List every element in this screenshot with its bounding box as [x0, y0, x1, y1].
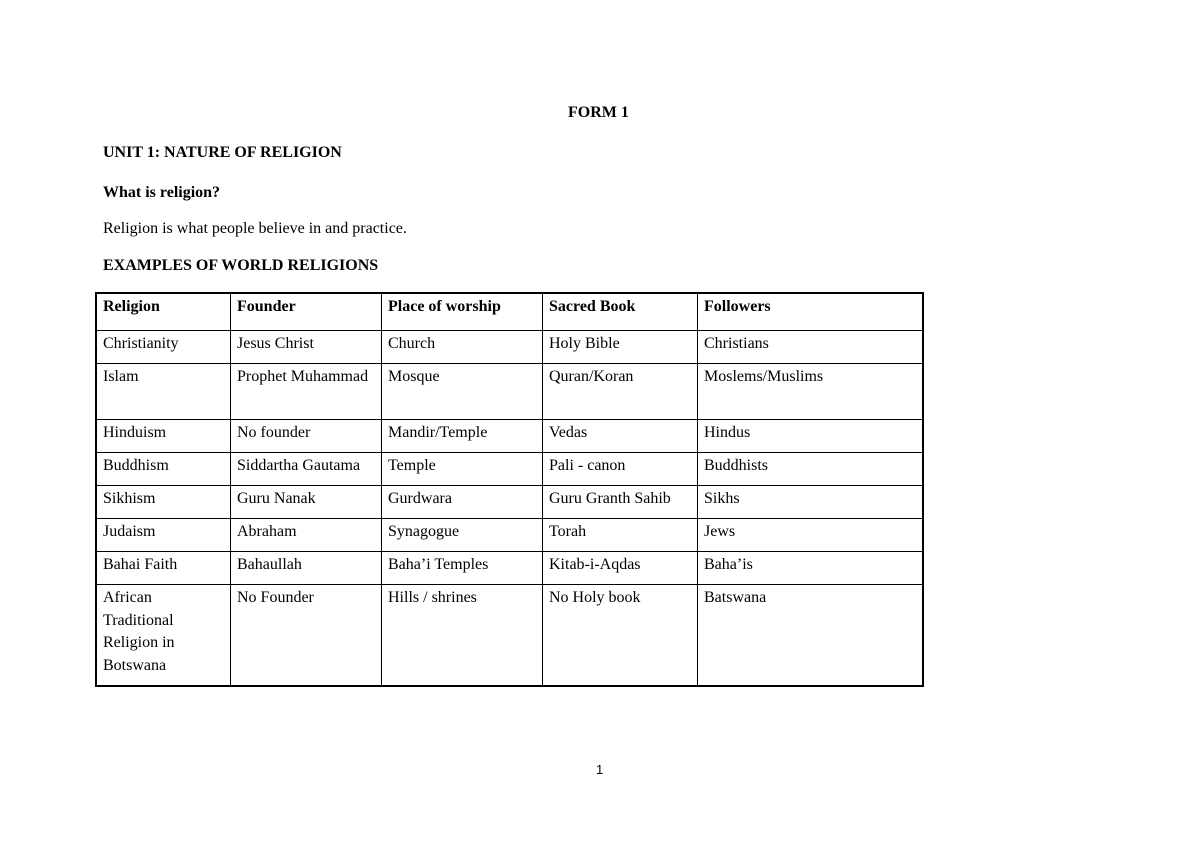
table-cell-place-of-worship: Mosque	[382, 364, 543, 420]
table-cell-place-of-worship: Church	[382, 331, 543, 364]
table-cell-founder: Guru Nanak	[231, 486, 382, 519]
table-cell-sacred-book: Kitab-i-Aqdas	[543, 552, 698, 585]
table-row	[96, 585, 923, 687]
table-cell-place-of-worship: Hills / shrines	[382, 585, 543, 687]
table-cell-place-of-worship: Baha’i Temples	[382, 552, 543, 585]
table-cell-place-of-worship: Mandir/Temple	[382, 420, 543, 453]
column-header-followers: Followers	[698, 293, 924, 331]
table-cell-sacred-book: No Holy book	[543, 585, 698, 687]
table-cell-founder: Abraham	[231, 519, 382, 552]
table-cell-religion: Bahai Faith	[96, 552, 231, 585]
table-cell-place-of-worship: Synagogue	[382, 519, 543, 552]
column-header-place-of-worship: Place of worship	[382, 293, 543, 331]
table-cell-sacred-book: Torah	[543, 519, 698, 552]
table-cell-religion: Buddhism	[96, 453, 231, 486]
table-cell-religion: Christianity	[96, 331, 231, 364]
table-cell-followers: Sikhs	[698, 486, 924, 519]
table-cell-sacred-book: Holy Bible	[543, 331, 698, 364]
table-cell-religion: Judaism	[96, 519, 231, 552]
table-cell-founder: Prophet Muhammad	[231, 364, 382, 420]
table-cell-religion: Hinduism	[96, 420, 231, 453]
table-cell-religion: African Traditional Religion in Botswana	[96, 585, 231, 687]
table-cell-followers: Moslems/Muslims	[698, 364, 924, 420]
table-cell-followers: Hindus	[698, 420, 924, 453]
table-cell-founder: No Founder	[231, 585, 382, 687]
examples-heading: EXAMPLES OF WORLD RELIGIONS	[103, 257, 379, 274]
table-cell-sacred-book: Vedas	[543, 420, 698, 453]
table-cell-place-of-worship: Temple	[382, 453, 543, 486]
table-cell-sacred-book: Guru Granth Sahib	[543, 486, 698, 519]
religions-table	[95, 292, 924, 687]
table-cell-religion: Sikhism	[96, 486, 231, 519]
table-row	[96, 552, 923, 585]
table-cell-place-of-worship: Gurdwara	[382, 486, 543, 519]
form-title: FORM 1	[568, 104, 629, 121]
column-header-founder: Founder	[231, 293, 382, 331]
table-row	[96, 453, 923, 486]
column-header-religion: Religion	[96, 293, 231, 331]
table-row	[96, 420, 923, 453]
definition-text: Religion is what people believe in and practice.	[103, 220, 407, 237]
table-cell-sacred-book: Quran/Koran	[543, 364, 698, 420]
column-header-sacred-book: Sacred Book	[543, 293, 698, 331]
table-header-row	[96, 293, 923, 331]
page-number: 1	[596, 762, 604, 777]
table-cell-sacred-book: Pali - canon	[543, 453, 698, 486]
table-cell-followers: Jews	[698, 519, 924, 552]
table-cell-founder: Jesus Christ	[231, 331, 382, 364]
table-cell-founder: Bahaullah	[231, 552, 382, 585]
table-cell-founder: Siddartha Gautama	[231, 453, 382, 486]
table-cell-founder: No founder	[231, 420, 382, 453]
table-cell-religion: Islam	[96, 364, 231, 420]
question-heading: What is religion?	[103, 184, 221, 201]
unit-title: UNIT 1: NATURE OF RELIGION	[103, 144, 342, 161]
table-row	[96, 364, 923, 420]
table-cell-followers: Batswana	[698, 585, 924, 687]
table-row	[96, 331, 923, 364]
table-row	[96, 486, 923, 519]
table-cell-followers: Christians	[698, 331, 924, 364]
table-cell-followers: Buddhists	[698, 453, 924, 486]
table-cell-followers: Baha’is	[698, 552, 924, 585]
table-row	[96, 519, 923, 552]
